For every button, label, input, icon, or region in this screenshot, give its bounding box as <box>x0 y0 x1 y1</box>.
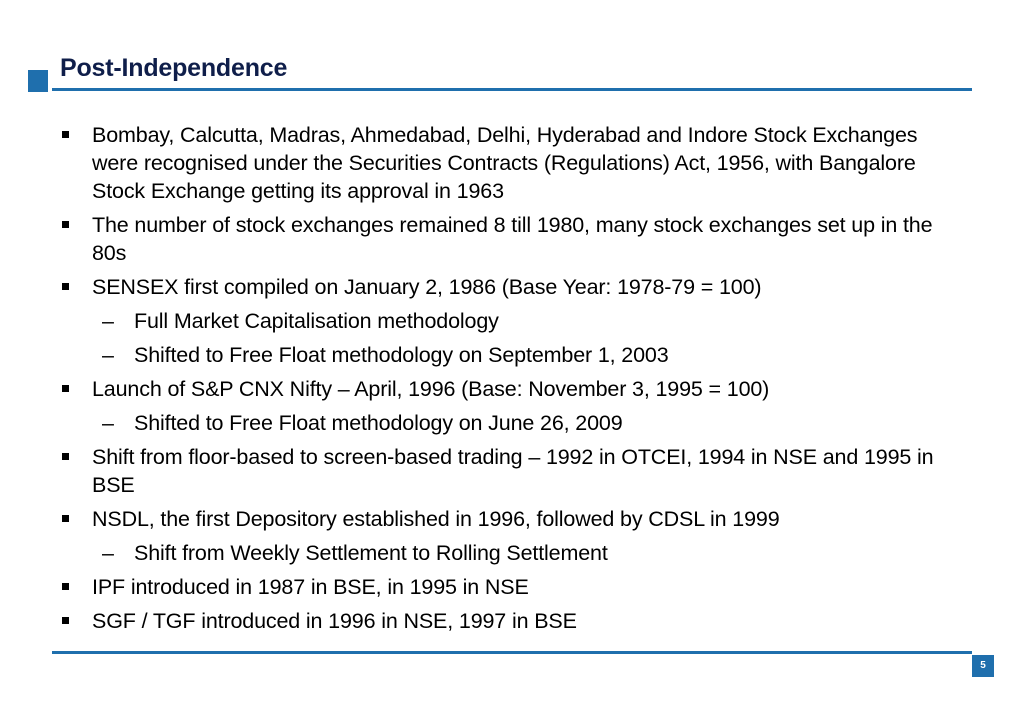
bullet-text: SGF / TGF introduced in 1996 in NSE, 1997 in BSE <box>92 609 577 633</box>
dash-bullet-icon: – <box>102 309 114 333</box>
bullet-text: SENSEX first compiled on January 2, 1986 (Base Year: 1978-79 = 100) <box>92 275 762 299</box>
square-bullet-icon <box>62 385 69 392</box>
bullet-item <box>60 505 960 533</box>
bullet-item <box>60 211 960 267</box>
bullet-text: The number of stock exchanges remained 8 till 1980, many stock exchanges set up in the 80s <box>92 213 933 265</box>
dash-bullet-icon: – <box>102 411 114 435</box>
bullet-text: NSDL, the first Depository established in 1996, followed by CDSL in 1999 <box>92 507 780 531</box>
dash-bullet-icon: – <box>102 343 114 367</box>
bullet-text: Bombay, Calcutta, Madras, Ahmedabad, Delhi, Hyderabad and Indore Stock Exchanges were recognised under the Securities Contracts (Regulations) Act, 1956, with Bangalore Stock Exchange getting its approval in 1963 <box>92 123 918 203</box>
square-bullet-icon <box>62 583 69 590</box>
bullet-list <box>60 121 960 641</box>
bullet-item <box>60 375 960 403</box>
bullet-item <box>60 607 960 635</box>
footer-divider <box>52 651 972 654</box>
dash-bullet-icon: – <box>102 541 114 565</box>
title-square-icon <box>28 70 48 92</box>
sub-bullet-text: Shift from Weekly Settlement to Rolling Settlement <box>134 541 608 565</box>
bullet-item <box>60 443 960 499</box>
sub-bullet-text: Full Market Capitalisation methodology <box>134 309 499 333</box>
bullet-item <box>60 573 960 601</box>
square-bullet-icon <box>62 453 69 460</box>
sub-bullet-item <box>60 409 960 437</box>
bullet-text: Launch of S&P CNX Nifty – April, 1996 (Base: November 3, 1995 = 100) <box>92 377 770 401</box>
sub-bullet-item <box>60 539 960 567</box>
square-bullet-icon <box>62 617 69 624</box>
square-bullet-icon <box>62 515 69 522</box>
page-number-badge: 5 <box>972 655 994 677</box>
square-bullet-icon <box>62 221 69 228</box>
title-divider <box>52 88 972 91</box>
bullet-item <box>60 273 960 301</box>
sub-bullet-text: Shifted to Free Float methodology on June 26, 2009 <box>134 411 623 435</box>
sub-bullet-text: Shifted to Free Float methodology on September 1, 2003 <box>134 343 669 367</box>
bullet-item <box>60 121 960 205</box>
sub-bullet-item <box>60 341 960 369</box>
square-bullet-icon <box>62 131 69 138</box>
bullet-text: IPF introduced in 1987 in BSE, in 1995 in NSE <box>92 575 529 599</box>
sub-bullet-item <box>60 307 960 335</box>
slide-title: Post-Independence <box>60 54 288 82</box>
bullet-text: Shift from floor-based to screen-based trading – 1992 in OTCEI, 1994 in NSE and 1995 in BSE <box>92 445 934 497</box>
square-bullet-icon <box>62 283 69 290</box>
